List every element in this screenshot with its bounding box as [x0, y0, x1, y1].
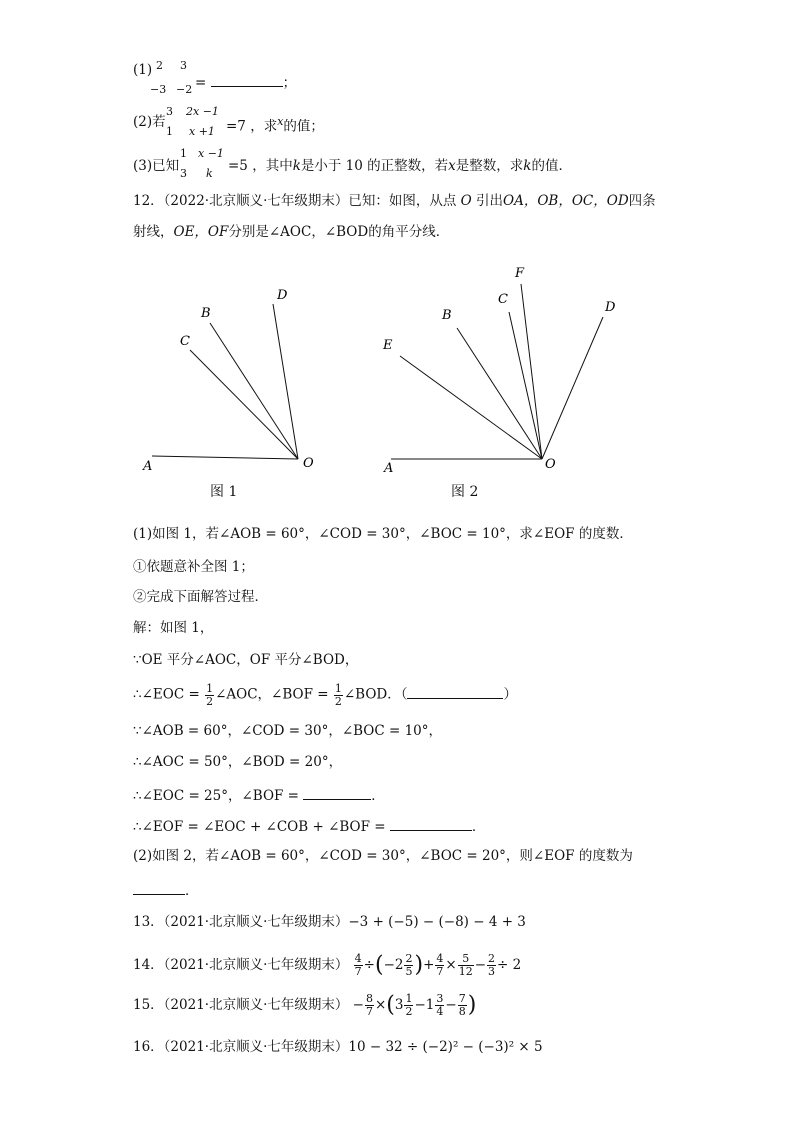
- label-a: A: [384, 461, 394, 476]
- q11-p3-tail: =5 ，其中k是小于 10 的正整数，若x是整数，求k的值．: [228, 158, 572, 174]
- figure-2-caption: 图 2: [451, 484, 479, 500]
- q12-s2: ①依题意补全图 1；: [133, 559, 254, 575]
- q11-p1-eq: = ；: [195, 75, 297, 91]
- q11-p1-det-b: 3: [180, 59, 187, 72]
- ray-oa: [152, 456, 298, 459]
- ray-oc: [190, 350, 298, 459]
- fraction: $\frac{5}{12}$: [458, 952, 473, 978]
- ray-od: [542, 317, 603, 459]
- label-c: C: [498, 292, 508, 307]
- q12-s9: ∴∠EOC = 25°，∠BOF = ．: [133, 788, 385, 804]
- q12-line1: 12．（2022·北京顺义·七年级期末）已知：如图，从点 O 引出OA，OB，OC，OD四条: [133, 193, 656, 209]
- q15: 15．（2021·北京顺义·七年级期末） − $\frac{8}{7}$ ×(3 $\frac{1}{2}$ −1 $\frac{3}{4}$ − $\frac{7}{8}$ ): [133, 992, 477, 1018]
- answer-blank[interactable]: [211, 74, 283, 87]
- ray-ob: [457, 328, 542, 459]
- figure-1-caption: 图 1: [210, 484, 238, 500]
- q12-s7: ∵∠AOB = 60°，∠COD = 30°，∠BOC = 10°，: [133, 723, 443, 739]
- ray-of: [521, 284, 542, 459]
- label-a: A: [143, 459, 153, 474]
- ray-oc: [509, 312, 542, 459]
- label-b: B: [442, 308, 452, 323]
- reason-blank[interactable]: [407, 686, 503, 699]
- part2-answer-blank[interactable]: [133, 882, 185, 895]
- q12-s10: ∴∠EOF = ∠EOC + ∠COB + ∠BOF = ．: [133, 819, 486, 835]
- q11-p3-det-c: 3: [180, 167, 187, 180]
- q11-p2-tail: =7 ，求$^x$的值；: [226, 115, 324, 135]
- fraction: $\frac{1}{2}$: [405, 992, 413, 1018]
- q16: 16．（2021·北京顺义·七年级期末）10 − 32 ÷ (−2)² − (−3)² × 5: [133, 1039, 543, 1055]
- q11-p2-det-d: x +1: [189, 125, 215, 138]
- ray-ob: [210, 323, 298, 459]
- q11-part1: (1): [133, 62, 153, 78]
- eof-answer-blank[interactable]: [390, 818, 472, 831]
- q11-part3-label: (3)已知: [133, 158, 180, 174]
- fraction: $\frac{2}{5}$: [405, 952, 413, 978]
- label-o: O: [545, 457, 556, 472]
- label-e: E: [383, 338, 393, 353]
- q11-p2-det-c: 1: [166, 125, 173, 138]
- label-b: B: [201, 306, 211, 321]
- fraction: $\frac{7}{8}$: [458, 992, 466, 1018]
- label-c: C: [180, 334, 190, 349]
- q11-p1-det-a: 2: [156, 59, 163, 72]
- q12-s4: 解：如图 1，: [133, 620, 214, 636]
- ray-od: [273, 304, 298, 459]
- q12-s6: ∴∠EOC = $\frac{1}{2}$ ∠AOC，∠BOF = $\frac{1}{2}$ ∠BOD．（ ）: [133, 682, 517, 708]
- q11-p3-det-a: 1: [180, 147, 187, 160]
- fraction: $\frac{4}{7}$: [354, 952, 362, 978]
- fraction-half: $\frac{1}{2}$: [334, 682, 342, 708]
- label-o: O: [303, 456, 314, 471]
- label-d: D: [605, 300, 616, 315]
- figure-1: [130, 270, 330, 480]
- fraction: $\frac{3}{4}$: [436, 992, 444, 1018]
- q12-s3: ②完成下面解答过程．: [133, 589, 268, 605]
- fraction: $\frac{2}{3}$: [488, 952, 496, 978]
- q11-p3-det-b: x −1: [198, 147, 224, 160]
- bof-answer-blank[interactable]: [303, 787, 371, 800]
- figure-2: [375, 260, 635, 480]
- q12-s11: (2)如图 2，若∠AOB = 60°，∠COD = 30°，∠BOC = 20°，则∠EOF 的度数为: [133, 848, 633, 864]
- fraction: $\frac{4}{7}$: [436, 952, 444, 978]
- q12-s1: (1)如图 1，若∠AOB = 60°，∠COD = 30°，∠BOC = 10°，求∠EOF 的度数．: [133, 526, 633, 542]
- q11-p2-det-b: 2x −1: [186, 105, 219, 118]
- label-f: F: [515, 266, 525, 281]
- q11-p1-det-d: −2: [176, 83, 193, 96]
- q11-part2-label: (2)若: [133, 114, 166, 130]
- q12-s5: ∵OE 平分∠AOC，OF 平分∠BOD，: [133, 652, 359, 668]
- ray-oe: [400, 356, 542, 459]
- fraction-half: $\frac{1}{2}$: [206, 682, 214, 708]
- label-d: D: [277, 288, 288, 303]
- q12-s12: ．: [133, 882, 199, 899]
- q11-p2-det-a: 3: [166, 105, 173, 118]
- q11-p1-det-c: −3: [150, 83, 167, 96]
- q14: 14．（2021·北京顺义·七年级期末） $\frac{4}{7}$ ÷(−2 $\frac{2}{5}$ )+ $\frac{4}{7}$ × $\frac{5}{12}$ − $\frac{2}{3}$ ÷ 2: [133, 952, 522, 978]
- fraction: $\frac{8}{7}$: [365, 992, 373, 1018]
- q12-line2: 射线，OE，OF分别是∠AOC，∠BOD的角平分线．: [133, 224, 450, 240]
- q12-s8: ∴∠AOC = 50°，∠BOD = 20°，: [133, 754, 343, 770]
- q11-p3-det-d: k: [206, 167, 213, 180]
- q13: 13．（2021·北京顺义·七年级期末）−3 + (−5) − (−8) − 4 + 3: [133, 914, 526, 930]
